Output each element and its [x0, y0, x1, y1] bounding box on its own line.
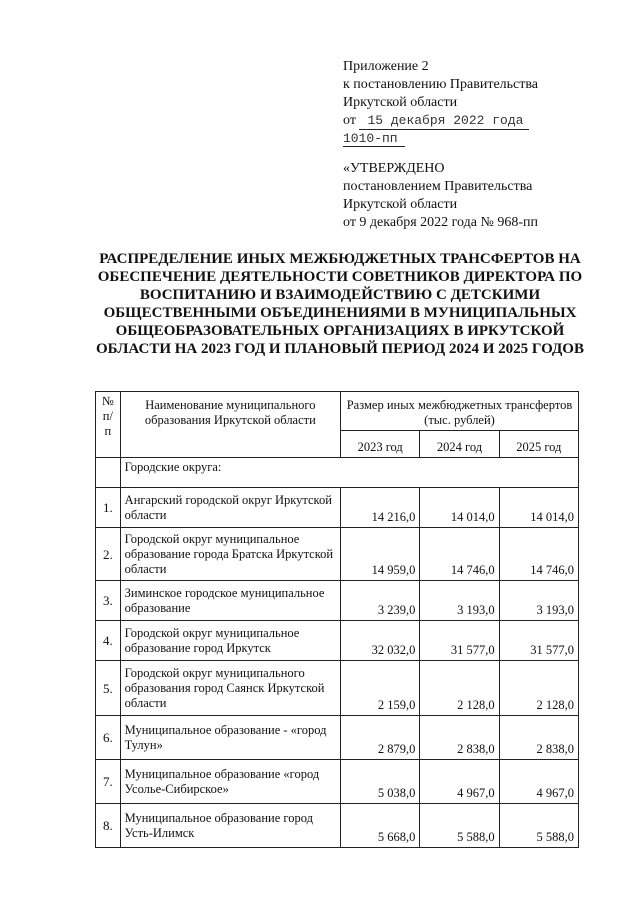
value-2024: 3 193,0 — [420, 581, 499, 621]
title-line: ОБЩЕСТВЕННЫМИ ОБЪЕДИНЕНИЯМИ В МУНИЦИПАЛЬНЫХ — [103, 305, 577, 321]
municipality-name: Муниципальное образование - «город Тулун» — [120, 716, 340, 760]
document-title — [60, 250, 620, 358]
municipality-name: Городской округ муниципальное образование города Братска Иркутской области — [120, 528, 340, 581]
table-row — [96, 716, 579, 760]
value-2023: 14 216,0 — [341, 488, 420, 528]
transfers-table — [95, 391, 579, 848]
municipality-name: Городской округ муниципального образования город Саянск Иркутской области — [120, 661, 340, 716]
row-number: 2. — [96, 528, 121, 581]
value-2025: 4 967,0 — [499, 760, 578, 804]
approved-label: «УТВЕРЖДЕНО — [343, 161, 445, 176]
resolution-number: 1010-пп — [343, 132, 405, 147]
value-2024: 2 128,0 — [420, 661, 499, 716]
region-label: Иркутской области — [343, 95, 458, 110]
table-row — [96, 804, 579, 848]
table-row — [96, 760, 579, 804]
from-label: от — [343, 113, 356, 128]
value-2025: 14 746,0 — [499, 528, 578, 581]
row-number: 5. — [96, 661, 121, 716]
column-header-year: 2023 год — [341, 431, 420, 458]
column-header-year: 2025 год — [499, 431, 578, 458]
value-2024: 4 967,0 — [420, 760, 499, 804]
section-row — [96, 458, 579, 488]
value-2025: 14 014,0 — [499, 488, 578, 528]
approved-region-label: Иркутской области — [343, 197, 458, 212]
number-line — [343, 130, 603, 148]
value-2025: 3 193,0 — [499, 581, 578, 621]
value-2025: 5 588,0 — [499, 804, 578, 848]
row-number: 4. — [96, 621, 121, 661]
row-number: 1. — [96, 488, 121, 528]
table-row — [96, 661, 579, 716]
table-row — [96, 528, 579, 581]
value-2024: 5 588,0 — [420, 804, 499, 848]
row-number: 3. — [96, 581, 121, 621]
column-header-year: 2024 год — [420, 431, 499, 458]
value-2023: 2 159,0 — [341, 661, 420, 716]
value-2024: 14 014,0 — [420, 488, 499, 528]
title-line: РАСПРЕДЕЛЕНИЕ ИНЫХ МЕЖБЮДЖЕТНЫХ ТРАНСФЕРТОВ НА — [99, 251, 581, 267]
date-line — [343, 112, 603, 130]
table-row — [96, 488, 579, 528]
value-2025: 2 838,0 — [499, 716, 578, 760]
appendix-header — [343, 58, 603, 232]
municipality-name: Зиминское городское муниципальное образование — [120, 581, 340, 621]
title-line: ОБЕСПЕЧЕНИЕ ДЕЯТЕЛЬНОСТИ СОВЕТНИКОВ ДИРЕКТОРА ПО — [97, 269, 583, 285]
value-2025: 2 128,0 — [499, 661, 578, 716]
value-2023: 14 959,0 — [341, 528, 420, 581]
column-header-name: Наименование муниципального образования Иркутской области — [120, 392, 340, 458]
title-line: ВОСПИТАНИЮ И ВЗАИМОДЕЙСТВИЮ С ДЕТСКИМИ — [139, 287, 541, 303]
column-header-size: Размер иных межбюджетных трансфертов (тыс. рублей) — [341, 392, 579, 431]
row-number: 8. — [96, 804, 121, 848]
value-2023: 5 038,0 — [341, 760, 420, 804]
value-2023: 2 879,0 — [341, 716, 420, 760]
value-2024: 2 838,0 — [420, 716, 499, 760]
approved-by-label: постановлением Правительства — [343, 179, 533, 194]
value-2024: 31 577,0 — [420, 621, 499, 661]
resolution-date: 15 декабря 2022 года — [359, 113, 529, 130]
approved-date-label: от 9 декабря 2022 года № 968-пп — [343, 215, 538, 230]
value-2023: 32 032,0 — [341, 621, 420, 661]
municipality-name: Городской округ муниципальное образование город Иркутск — [120, 621, 340, 661]
section-label: Городские округа: — [120, 458, 578, 488]
title-line: ОБЩЕОБРАЗОВАТЕЛЬНЫХ ОРГАНИЗАЦИЯХ В ИРКУТСКОЙ — [115, 323, 565, 339]
table-row — [96, 581, 579, 621]
resolution-label: к постановлению Правительства — [343, 77, 539, 92]
column-header-number: № п/п — [96, 392, 121, 458]
title-line: ОБЛАСТИ НА 2023 ГОД И ПЛАНОВЫЙ ПЕРИОД 2024 И 2025 ГОДОВ — [96, 341, 584, 357]
row-number: 7. — [96, 760, 121, 804]
municipality-name: Муниципальное образование город Усть-Илимск — [120, 804, 340, 848]
value-2023: 5 668,0 — [341, 804, 420, 848]
appendix-label: Приложение 2 — [343, 59, 429, 74]
value-2024: 14 746,0 — [420, 528, 499, 581]
municipality-name: Ангарский городской округ Иркутской области — [120, 488, 340, 528]
municipality-name: Муниципальное образование «город Усолье-Сибирское» — [120, 760, 340, 804]
table-row — [96, 621, 579, 661]
value-2025: 31 577,0 — [499, 621, 578, 661]
row-number: 6. — [96, 716, 121, 760]
value-2023: 3 239,0 — [341, 581, 420, 621]
